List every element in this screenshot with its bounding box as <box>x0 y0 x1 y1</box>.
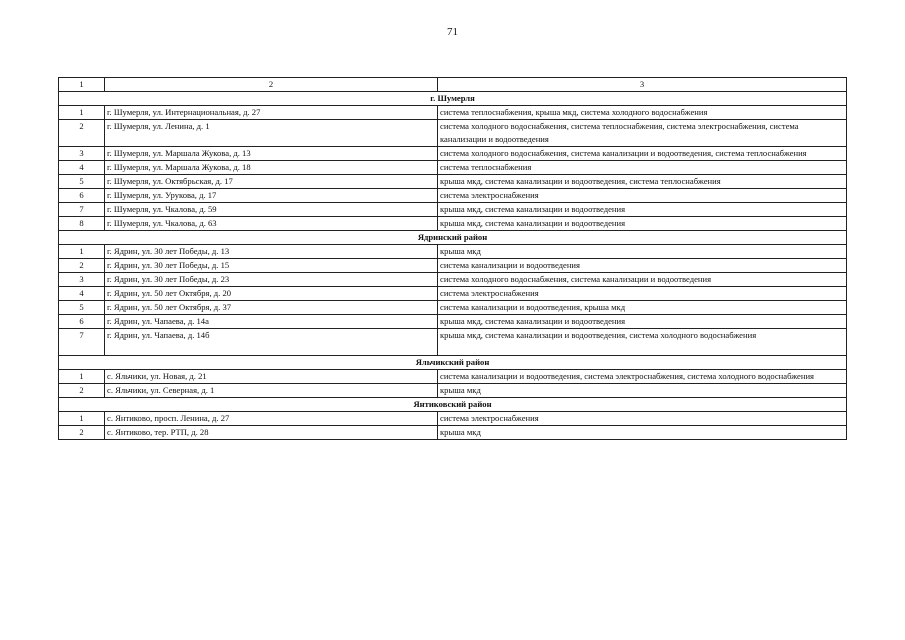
row-number-cell: 1 <box>59 370 105 384</box>
row-number-cell: 2 <box>59 426 105 440</box>
table-row <box>59 120 847 147</box>
repair-objects-table <box>58 77 847 440</box>
systems-cell: система теплоснабжения <box>438 161 847 175</box>
systems-cell: система канализации и водоотведения, крыша мкд <box>438 301 847 315</box>
table-row <box>59 217 847 231</box>
row-number-cell: 2 <box>59 120 105 147</box>
table-row <box>59 203 847 217</box>
table-row <box>59 384 847 398</box>
row-number-cell: 4 <box>59 161 105 175</box>
systems-cell: крыша мкд, система канализации и водоотведения <box>438 203 847 217</box>
table-row <box>59 161 847 175</box>
row-number-cell: 1 <box>59 412 105 426</box>
systems-cell: система холодного водоснабжения, система канализации и водоотведения <box>438 273 847 287</box>
row-number-cell: 2 <box>59 384 105 398</box>
row-number-cell: 7 <box>59 329 105 356</box>
row-number-cell: 6 <box>59 315 105 329</box>
systems-cell: система канализации и водоотведения, система электроснабжения, система холодного водоснабжения <box>438 370 847 384</box>
header-cell-2: 2 <box>105 78 438 92</box>
row-number-cell: 6 <box>59 189 105 203</box>
systems-cell: крыша мкд <box>438 426 847 440</box>
address-cell: г. Шумерля, ул. Чкалова, д. 63 <box>105 217 438 231</box>
row-number-cell: 3 <box>59 147 105 161</box>
address-cell: г. Шумерля, ул. Урукова, д. 17 <box>105 189 438 203</box>
address-cell: г. Ядрин, ул. 30 лет Победы, д. 15 <box>105 259 438 273</box>
header-cell-3: 3 <box>438 78 847 92</box>
table-row <box>59 370 847 384</box>
table-row <box>59 147 847 161</box>
systems-cell: система теплоснабжения, крыша мкд, система холодного водоснабжения <box>438 106 847 120</box>
table-row <box>59 273 847 287</box>
systems-cell: крыша мкд, система канализации и водоотведения <box>438 217 847 231</box>
section-header-row <box>59 231 847 245</box>
table-row <box>59 426 847 440</box>
systems-cell: система канализации и водоотведения <box>438 259 847 273</box>
row-number-cell: 3 <box>59 273 105 287</box>
address-cell: г. Шумерля, ул. Октябрьская, д. 17 <box>105 175 438 189</box>
address-cell: г. Ядрин, ул. 50 лет Октября, д. 37 <box>105 301 438 315</box>
address-cell: с. Янтиково, тер. РТП, д. 28 <box>105 426 438 440</box>
section-header-row <box>59 398 847 412</box>
section-header-row <box>59 356 847 370</box>
table-row <box>59 245 847 259</box>
section-header-row <box>59 92 847 106</box>
row-number-cell: 7 <box>59 203 105 217</box>
page-number: 71 <box>447 26 458 38</box>
table-row <box>59 287 847 301</box>
table-row <box>59 189 847 203</box>
row-number-cell: 2 <box>59 259 105 273</box>
table-row <box>59 175 847 189</box>
systems-cell: система электроснабжения <box>438 189 847 203</box>
systems-cell: крыша мкд, система канализации и водоотведения <box>438 315 847 329</box>
address-cell: г. Шумерля, ул. Ленина, д. 1 <box>105 120 438 147</box>
address-cell: г. Ядрин, ул. 50 лет Октября, д. 20 <box>105 287 438 301</box>
address-cell: г. Ядрин, ул. Чапаева, д. 14б <box>105 329 438 356</box>
systems-cell: система электроснабжения <box>438 412 847 426</box>
systems-cell: система холодного водоснабжения, система теплоснабжения, система электроснабжения, система канализации и водоотведения <box>438 120 847 147</box>
row-number-cell: 8 <box>59 217 105 231</box>
address-cell: г. Шумерля, ул. Маршала Жукова, д. 18 <box>105 161 438 175</box>
address-cell: г. Шумерля, ул. Чкалова, д. 59 <box>105 203 438 217</box>
address-cell: г. Шумерля, ул. Маршала Жукова, д. 13 <box>105 147 438 161</box>
table-row <box>59 301 847 315</box>
table-header-row <box>59 78 847 92</box>
row-number-cell: 1 <box>59 245 105 259</box>
header-cell-1: 1 <box>59 78 105 92</box>
systems-cell: крыша мкд, система канализации и водоотведения, система холодного водоснабжения <box>438 329 847 356</box>
address-cell: с. Яльчики, ул. Новая, д. 21 <box>105 370 438 384</box>
section-title: Янтиковский район <box>59 398 847 412</box>
systems-cell: крыша мкд, система канализации и водоотведения, система теплоснабжения <box>438 175 847 189</box>
row-number-cell: 4 <box>59 287 105 301</box>
systems-cell: система электроснабжения <box>438 287 847 301</box>
address-cell: г. Ядрин, ул. Чапаева, д. 14а <box>105 315 438 329</box>
row-number-cell: 5 <box>59 301 105 315</box>
address-cell: с. Янтиково, просп. Ленина, д. 27 <box>105 412 438 426</box>
row-number-cell: 5 <box>59 175 105 189</box>
table-row <box>59 412 847 426</box>
section-title: Яльчикский район <box>59 356 847 370</box>
address-cell: с. Яльчики, ул. Северная, д. 1 <box>105 384 438 398</box>
row-number-cell: 1 <box>59 106 105 120</box>
systems-cell: крыша мкд <box>438 245 847 259</box>
table-row <box>59 315 847 329</box>
address-cell: г. Ядрин, ул. 30 лет Победы, д. 23 <box>105 273 438 287</box>
systems-cell: система холодного водоснабжения, система канализации и водоотведения, система теплоснабжения <box>438 147 847 161</box>
section-title: Ядринский район <box>59 231 847 245</box>
table-row <box>59 106 847 120</box>
address-cell: г. Шумерля, ул. Интернациональная, д. 27 <box>105 106 438 120</box>
section-title: г. Шумерля <box>59 92 847 106</box>
address-cell: г. Ядрин, ул. 30 лет Победы, д. 13 <box>105 245 438 259</box>
table-row <box>59 329 847 356</box>
table-row <box>59 259 847 273</box>
systems-cell: крыша мкд <box>438 384 847 398</box>
